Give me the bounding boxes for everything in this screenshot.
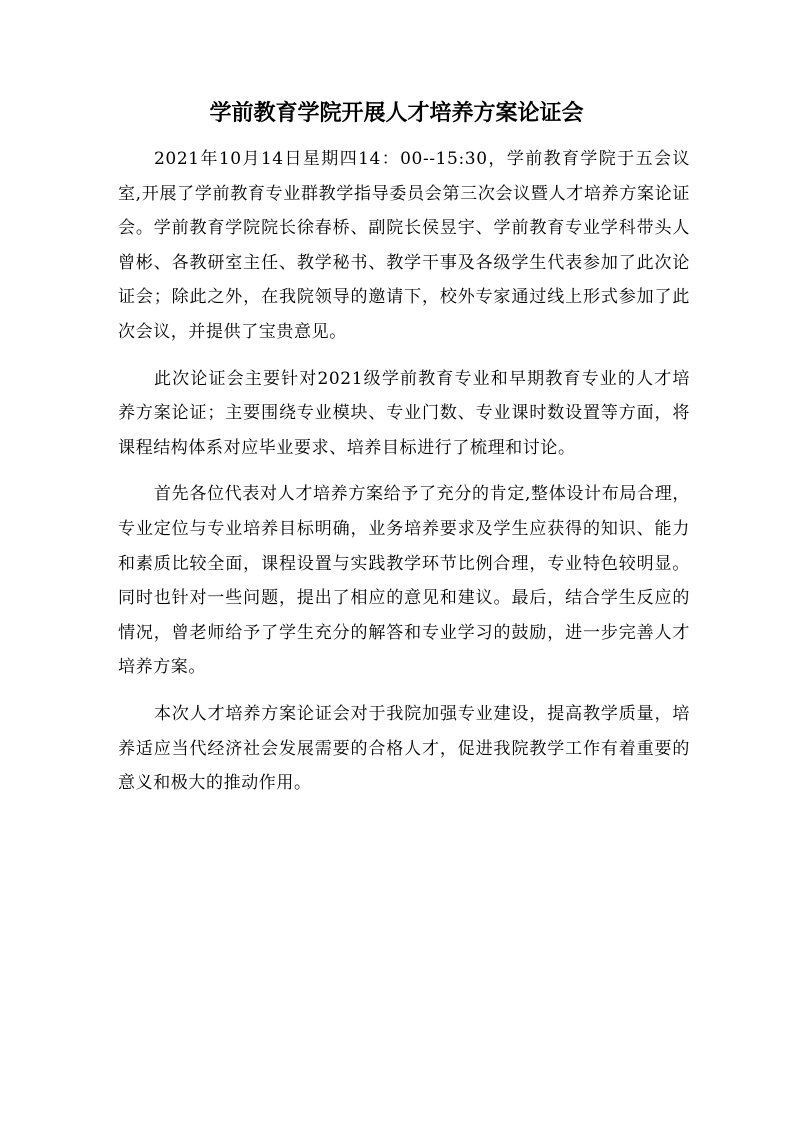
document-body [118, 142, 690, 813]
paragraph-feedback: 首先各位代表对人才培养方案给予了充分的肯定,整体设计布局合理，专业定位与专业培养目标明确，业务培养要求及学生应获得的知识、能力和素质比较全面，课程设置与实践教学环节比例合理，专业特色较明显。同时也针对一些问题，提出了相应的意见和建议。最后，结合学生反应的情况，曾老师给予了学生充分的解答和专业学习的鼓励，进一步完善人才培养方案。 [118, 484, 690, 678]
document-title: 学前教育学院开展人才培养方案论证会 [209, 100, 584, 126]
paragraph-meeting-overview: 2021年10月14日星期四14：00--15:30，学前教育学院于五会议室,开展了学前教育专业群教学指导委员会第三次会议暨人才培养方案论证会。学前教育学院院长徐春桥、副院长侯昱宇、学前教育专业学科带头人曾彬、各教研室主任、教学秘书、教学干事及各级学生代表参加了此次论证会；除此之外，在我院领导的邀请下，校外专家通过线上形式参加了此次会议，并提供了宝贵意见。 [118, 149, 690, 342]
paragraph-meeting-focus: 此次论证会主要针对2021级学前教育专业和早期教育专业的人才培养方案论证；主要围绕专业模块、专业门数、专业课时数设置等方面，将课程结构体系对应毕业要求、培养目标进行了梳理和讨论。 [118, 368, 690, 458]
paragraph-significance: 本次人才培养方案论证会对于我院加强专业建设，提高教学质量，培养适应当代经济社会发展需要的合格人才，促进我院教学工作有着重要的意义和极大的推动作用。 [118, 703, 690, 794]
